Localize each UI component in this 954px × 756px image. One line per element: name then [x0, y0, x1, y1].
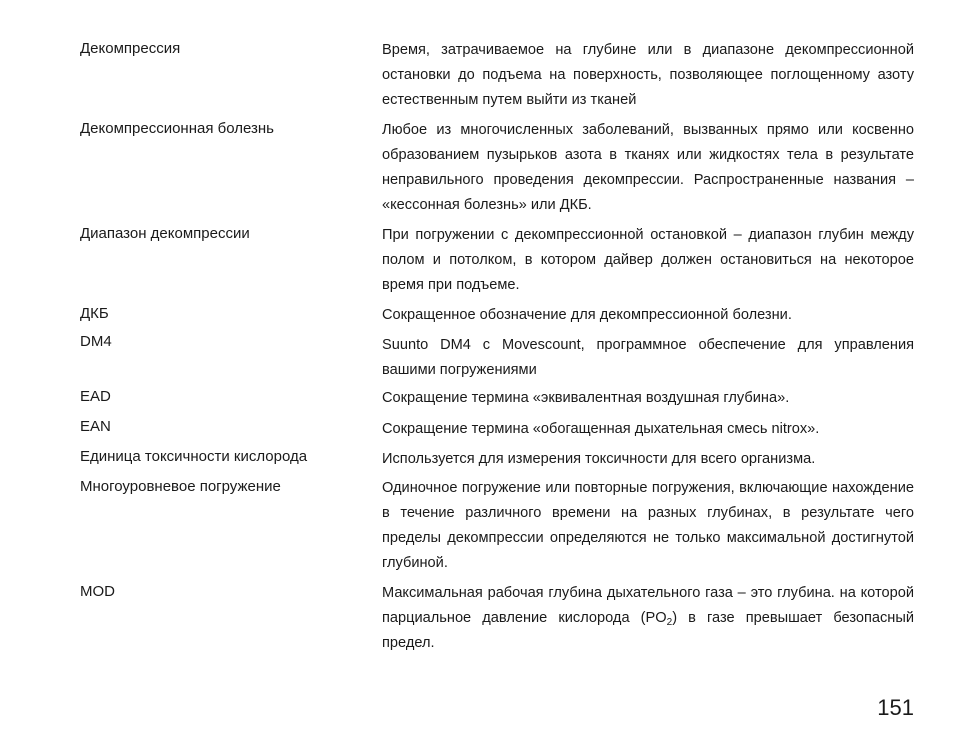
- glossary-term: DM4: [80, 333, 112, 350]
- glossary-definition: Suunto DM4 с Movescount, программное обеспечение для управления вашими погружениями: [382, 337, 914, 378]
- glossary-term: EAD: [80, 388, 111, 405]
- glossary-term: EAN: [80, 418, 111, 435]
- subscript-2: 2: [666, 617, 673, 628]
- glossary-definition: Время, затрачиваемое на глубине или в диапазоне декомпрессионной остановки до подъема на поверхность, позволяющее поглощенному азоту естественным путем выйти из тканей: [382, 42, 914, 108]
- glossary-term: Декомпрессия: [80, 40, 181, 57]
- glossary-definition: Сокращенное обозначение для декомпрессионной болезни.: [382, 307, 792, 323]
- glossary-term: Многоуровневое погружение: [80, 478, 281, 495]
- glossary-definition: Используется для измерения токсичности для всего организма.: [382, 451, 816, 467]
- glossary-term: Декомпрессионная болезнь: [80, 120, 274, 137]
- glossary-definition: Одиночное погружение или повторные погружения, включающие нахождение в течение различного времени на разных глубинах, в результате чего пределы декомпрессии определяются не только максимальной достигнутой глубиной.: [382, 480, 914, 571]
- glossary-definition: Сокращение термина «обогащенная дыхательная смесь nitrox».: [382, 421, 820, 437]
- glossary-term: Диапазон декомпрессии: [80, 225, 250, 242]
- glossary-definition: Сокращение термина «эквивалентная воздушная глубина».: [382, 390, 790, 406]
- definition-text: ) в газе превышает безопасный предел.: [382, 610, 914, 651]
- glossary-term: ДКБ: [80, 305, 109, 322]
- glossary-definition: [382, 581, 914, 656]
- glossary-term: Единица токсичности кислорода: [80, 448, 308, 465]
- glossary-definition: При погружении с декомпрессионной остановкой – диапазон глубин между полом и потолком, в котором дайвер должен остановиться на некоторое время при подъеме.: [382, 227, 914, 293]
- page-number: 151: [877, 695, 914, 720]
- definition-text: Максимальная рабочая глубина дыхательного газа – это глубина. на которой парциальное давление кислорода (PO: [382, 585, 914, 626]
- glossary-term: MOD: [80, 583, 115, 600]
- glossary-definition: Любое из многочисленных заболеваний, вызванных прямо или косвенно образованием пузырьков азота в тканях или жидкостях тела в результате неправильного проведения декомпрессии. Распространенные названия – «кессонная болезнь» или ДКБ.: [382, 122, 914, 213]
